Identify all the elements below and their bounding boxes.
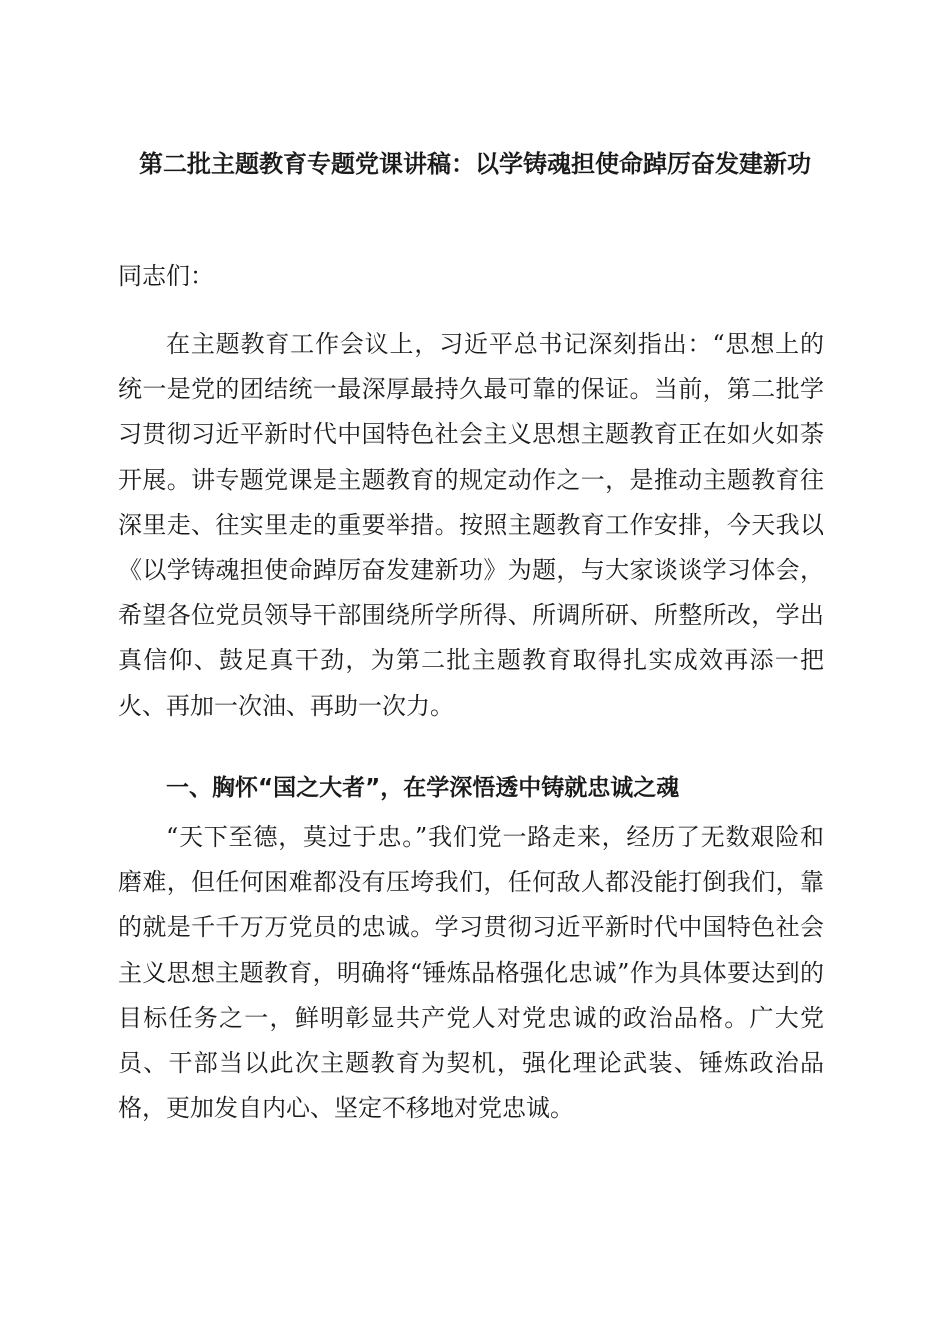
document-title: 第二批主题教育专题党课讲稿：以学铸魂担使命踔厉奋发建新功 bbox=[139, 149, 811, 178]
section-heading-1: 一、胸怀“国之大者”，在学深悟透中铸就忠诚之魂 bbox=[166, 775, 680, 801]
paragraph-section-1: “天下至德，莫过于忠。”我们党一路走来，经历了无数艰险和磨难，但任何困难都没有压垮我们，任何敌人都没能打倒我们，靠的就是千千万万党员的忠诚。学习贯彻习近平新时代中国特色社会主义思想主题教育，明确将“锤炼品格强化忠诚”作为具体要达到的目标任务之一，鲜明彰显共产党人对党忠诚的政治品格。广大党员、干部当以此次主题教育为契机，强化理论武装、锤炼政治品格，更加发自内心、坚定不移地对党忠诚。 bbox=[118, 823, 824, 1123]
paragraph-intro: 在主题教育工作会议上，习近平总书记深刻指出：“思想上的统一是党的团结统一最深厚最持久最可靠的保证。当前，第二批学习贯彻习近平新时代中国特色社会主义思想主题教育正在如火如荼开展。讲专题党课是主题教育的规定动作之一，是推动主题教育往深里走、往实里走的重要举措。按照主题教育工作安排，今天我以《以学铸魂担使命踔厉奋发建新功》为题，与大家谈谈学习体会，希望各位党员领导干部围绕所学所得、所调所研、所整所改，学出真信仰、鼓足真干劲，为第二批主题教育取得扎实成效再添一把火、再加一次油、再助一次力。 bbox=[118, 330, 824, 720]
greeting: 同志们： bbox=[118, 262, 214, 290]
